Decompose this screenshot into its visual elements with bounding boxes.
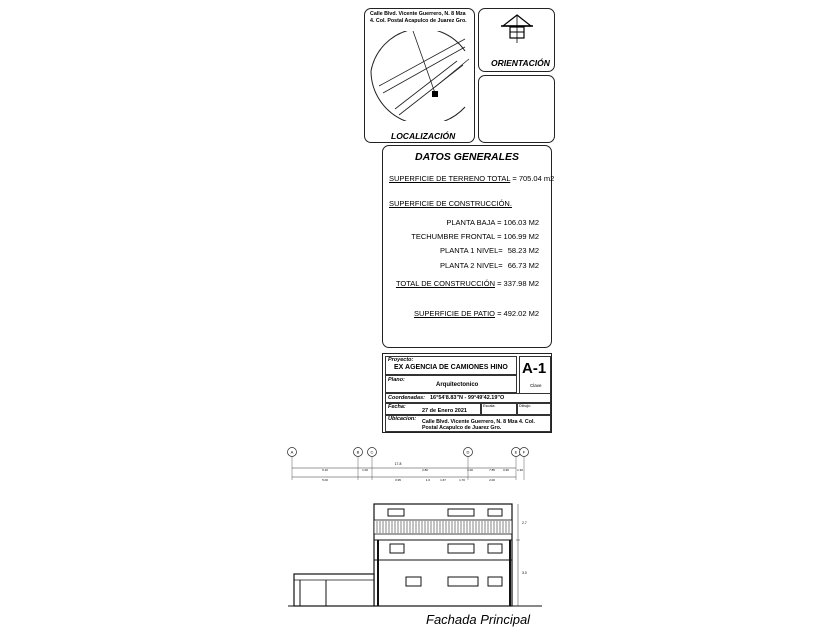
dimension-labels-top (322, 468, 523, 472)
location-value-line-2: Postal Acapulco de Juarez Gro. (422, 425, 502, 431)
dimension-total: 17.8 (394, 462, 402, 466)
dimension-right-upper: 2.7 (522, 521, 527, 525)
patio-surface-value: = 492.02 M2 (497, 309, 539, 318)
title-block (382, 353, 552, 433)
scale-label: Escala: (483, 404, 496, 408)
dg-row (411, 232, 539, 241)
localization-address: Calle Blvd. Vicente Guerrero, N. 8 Mza 4. Col. Postal Acapulco de Juarez Gro. (370, 11, 467, 24)
sheet-code-cell (519, 356, 551, 394)
date-cell (385, 403, 481, 415)
localization-map (365, 31, 475, 121)
axis-label: A (290, 449, 294, 455)
terrain-surface-label: SUPERFICIE DE TERRENO TOTAL (389, 174, 511, 183)
drawing-cell (517, 403, 551, 415)
dg-row-value: = 106.99 M2 (497, 232, 539, 241)
location-value-line-1: Calle Blvd. Vicente Guerrero, N. 8 Mza 4. Col. (422, 419, 535, 425)
dimension-label: 7.85 (489, 468, 495, 472)
dimension-label: 1.70 (459, 478, 465, 482)
project-value: EX AGENCIA DE CAMIONES HINO (394, 364, 508, 371)
general-data-panel (382, 145, 555, 348)
sheet-code-sub: Clave (530, 383, 542, 388)
facade-caption: Fachada Principal (426, 612, 531, 627)
construction-total-value: = 337.98 M2 (497, 279, 539, 288)
north-arrow-icon (501, 13, 533, 43)
dg-row-value: 58.23 M2 (507, 246, 539, 255)
location-cell (385, 415, 551, 432)
roof-slats (374, 520, 512, 534)
orientation-title: ORIENTACIÓN (491, 58, 550, 68)
date-value: 27 de Enero 2021 (422, 408, 467, 414)
plan-value: Arquitectonico (436, 382, 479, 388)
dimension-label: 0.90 (503, 468, 509, 472)
coordinates-value: 16°54'8.83"N - 99°49'42.19"O (430, 395, 505, 401)
canopy-volume (294, 574, 374, 606)
dg-row (440, 246, 539, 255)
dimension-label: 2.80 (422, 468, 428, 472)
dimension-labels-bottom (322, 478, 495, 482)
construction-surface-heading: SUPERFICIE DE CONSTRUCCIÓN. (389, 199, 512, 208)
construction-total-label: TOTAL DE CONSTRUCCIÓN (395, 279, 495, 288)
dimension-label: 1.30 (517, 468, 523, 472)
date-label: Fecha: (388, 404, 406, 410)
dg-row-label: PLANTA 1 NIVEL= (440, 246, 503, 255)
dimension-label: 0.95 (395, 478, 401, 482)
blank-panel (478, 75, 555, 143)
dg-row (440, 261, 539, 270)
dimension-right-lower: 3.0 (522, 571, 527, 575)
dimension-label: 1.00 (362, 468, 368, 472)
axis-label: D (466, 449, 470, 455)
plan-cell (385, 375, 517, 393)
project-label: Proyecto: (388, 357, 414, 363)
dg-row (446, 218, 539, 227)
localization-panel (364, 8, 475, 143)
plan-label: Plano: (388, 377, 405, 383)
dimension-label: 5.00 (322, 478, 328, 482)
localization-title: LOCALIZACIÓN (391, 131, 456, 141)
axis-label: C (370, 449, 374, 455)
scale-cell (481, 403, 517, 415)
axis-label: B (356, 449, 360, 455)
facade-elevation-drawing (280, 440, 550, 612)
dimension-label: 1.0 (425, 478, 431, 482)
coordinates-cell (385, 393, 551, 403)
dimension-label: 1.00 (467, 468, 473, 472)
dg-row-label: TECHUMBRE FRONTAL (411, 232, 495, 241)
dg-row-value: = 106.03 M2 (497, 218, 539, 227)
dg-row-label: PLANTA BAJA (446, 218, 495, 227)
axis-label: F (522, 449, 526, 455)
upper-volume (374, 504, 512, 606)
dimension-label: 1.67 (440, 478, 446, 482)
terrain-surface-value: = 705.04 m2 (512, 174, 555, 183)
general-data-title: DATOS GENERALES (415, 151, 520, 163)
orientation-panel (478, 8, 555, 72)
dg-row-value: 66.73 M2 (507, 261, 539, 270)
patio-surface (414, 309, 539, 318)
axis-label: E (514, 449, 518, 455)
coordinates-label: Coordenadas: (388, 395, 425, 401)
grid-axes (288, 448, 529, 481)
construction-total (396, 279, 539, 288)
project-cell (385, 356, 517, 375)
sheet-code: A-1 (522, 360, 547, 377)
location-label: Ubicacion: (388, 416, 417, 422)
terrain-surface (389, 174, 554, 183)
patio-surface-label: SUPERFICIE DE PATIO (414, 309, 495, 318)
dimension-label: 6.10 (322, 468, 328, 472)
dg-row-label: PLANTA 2 NIVEL= (440, 261, 503, 270)
dimension-label: 2.00 (489, 478, 495, 482)
drawing-label: Dibujo: (519, 404, 531, 408)
